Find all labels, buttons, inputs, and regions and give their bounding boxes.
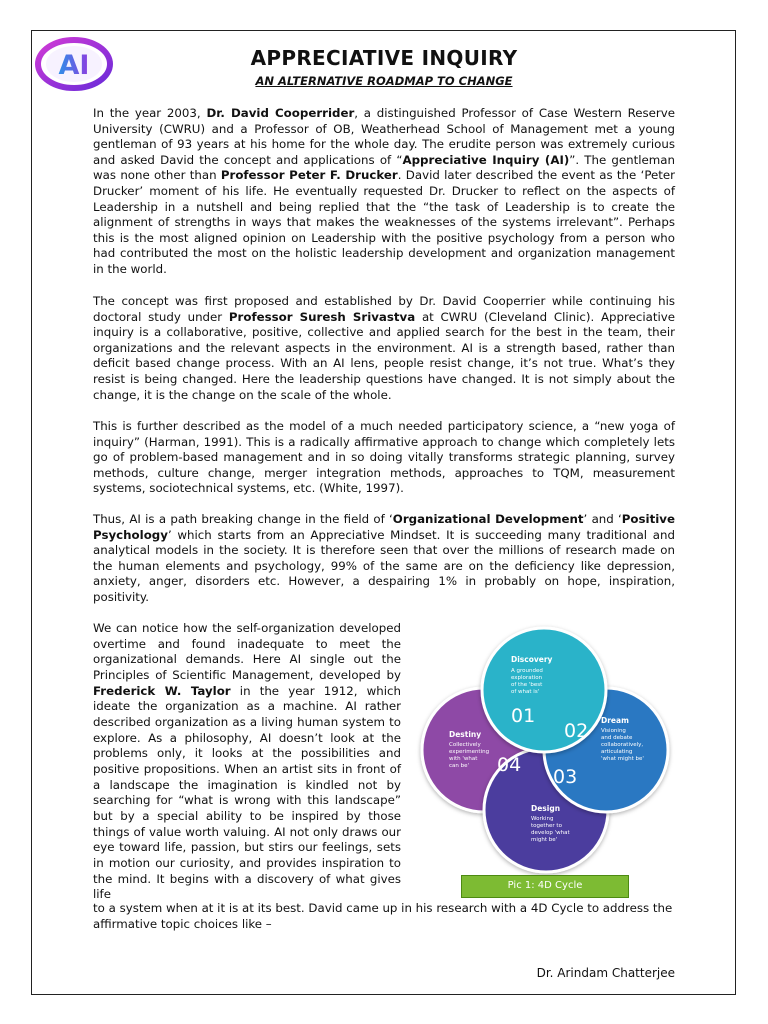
dream-line-2: and debate bbox=[601, 735, 633, 741]
design-line-1: Working bbox=[531, 816, 554, 822]
design-title: Design bbox=[531, 804, 561, 813]
destiny-line-2: experimenting bbox=[449, 749, 490, 755]
paragraph-5: We can notice how the self-organization developed overtime and found inadequate to meet the organizational demands. Here AI single out the Principles of Scientific Management, developed by Frederick W. Taylor in the year 1912, which ideate the organization as a machine. AI rather described organization as a living human system to explore. As a philosophy, AI doesn’t look at the problems only, it looks at the possibilities and positive propositions. When an artist sits in front of a landscape the imagination is kindled not by searching for “what is wrong with this landscape” but by a special ability to be inspired by those things of value worth valuing. AI not only draws our eye toward life, passion, but stirs our feelings, sets in motion our curiosity, and provides inspiration to the mind. It begins with a discovery of what gives life bbox=[93, 621, 401, 902]
dream-title: Dream bbox=[601, 716, 629, 725]
paragraph-2: The concept was first proposed and established by Dr. David Cooperrier while continuing his doctoral study under Professor Suresh Srivastva at CWRU (Cleveland Clinic). Appreciative inquiry is a collaborative, positive, collective and applied search for the best in the team, their organizations and the relevant aspects in the environment. AI is a strength based, rather than deficit based change process. With an AI lens, people resist change, it’s not true. What’s they resist is being changed. Here the leadership questions have changed. It is not simply about the change, it is the change on the scale of the whole. bbox=[93, 294, 676, 402]
4d-cycle-diagram bbox=[415, 622, 675, 876]
author-signature: Dr. Arindam Chatterjee bbox=[536, 966, 675, 980]
design-number: 03 bbox=[553, 766, 578, 788]
dream-line-3: collaboratively, bbox=[601, 742, 644, 748]
dream-line-1: Visioning bbox=[601, 728, 626, 734]
destiny-line-1: Collectively bbox=[449, 742, 481, 748]
destiny-line-3: with 'what bbox=[449, 756, 478, 762]
paragraph-4: Thus, AI is a path breaking change in the field of ‘Organizational Development’ and ‘Positive Psychology’ which starts from an Appreciative Mindset. It is succeeding many traditional and analytical models in the society. It is therefore seen that over the millions of research made on the human elements and psychology, 99% of the same are on the deficiency like depression, anxiety, anger, disorders etc. However, a despairing 1% in probably on hope, inspiration, positivity. bbox=[93, 512, 675, 604]
dream-number: 02 bbox=[564, 720, 589, 742]
discovery-number: 01 bbox=[511, 705, 536, 727]
destiny-line-4: can be' bbox=[449, 763, 470, 769]
discovery-line-3: of the 'best bbox=[511, 682, 543, 688]
destiny-number: 04 bbox=[497, 754, 522, 776]
dream-line-5: 'what might be' bbox=[601, 756, 644, 762]
discovery-title: Discovery bbox=[511, 655, 553, 664]
design-line-4: might be' bbox=[531, 837, 558, 843]
design-line-2: together to bbox=[531, 823, 562, 829]
dream-line-4: articulating bbox=[601, 749, 633, 755]
design-line-3: develop 'what bbox=[531, 830, 570, 836]
page-title: APPRECIATIVE INQUIRY bbox=[250, 46, 518, 70]
logo-text: AI bbox=[58, 50, 90, 81]
page-subtitle: AN ALTERNATIVE ROADMAP TO CHANGE bbox=[255, 74, 513, 88]
paragraph-1: In the year 2003, Dr. David Cooperrider, a distinguished Professor of Case Western Reserve University (CWRU) and a Professor of OB, Weatherhead School of Management met a young gentleman of 93 years at his home for the whole day. The erudite person was extremely curious and asked David the concept and applications of “Appreciative Inquiry (AI)”. The gentleman was none other than Professor Peter F. Drucker. David later described the event as the ‘Peter Drucker’ moment of his life. He eventually requested Dr. Drucker to reflect on the aspects of Leadership in a nutshell and being replied that the “the task of Leadership is to create the alignment of strengths in ways that makes the weaknesses of the systems irrelevant”. Perhaps this is the most aligned opinion on Leadership with the positive psychology from a person who had contributed the most on the holistic leadership development and organization management in the world. bbox=[93, 106, 676, 276]
discovery-line-2: exploration bbox=[511, 675, 543, 681]
paragraph-3: This is further described as the model of a much needed participatory science, a “new yoga of inquiry” (Harman, 1991). This is a radically affirmative approach to change which completely lets go of problem-based management and in so doing vitally transforms strategic planning, survey methods, culture change, merger integration methods, approaches to TQM, measurement systems, sociotechnical systems, etc. (White, 1997). bbox=[93, 419, 675, 496]
paragraph-5-continued: to a system when at it is at its best. David came up in his research with a 4D Cycle to address the affirmative topic choices like – bbox=[93, 901, 673, 931]
diagram-caption: Pic 1: 4D Cycle bbox=[461, 875, 629, 898]
discovery-line-1: A grounded bbox=[511, 668, 543, 674]
discovery-line-4: of what is' bbox=[511, 689, 540, 695]
destiny-title: Destiny bbox=[449, 730, 482, 739]
